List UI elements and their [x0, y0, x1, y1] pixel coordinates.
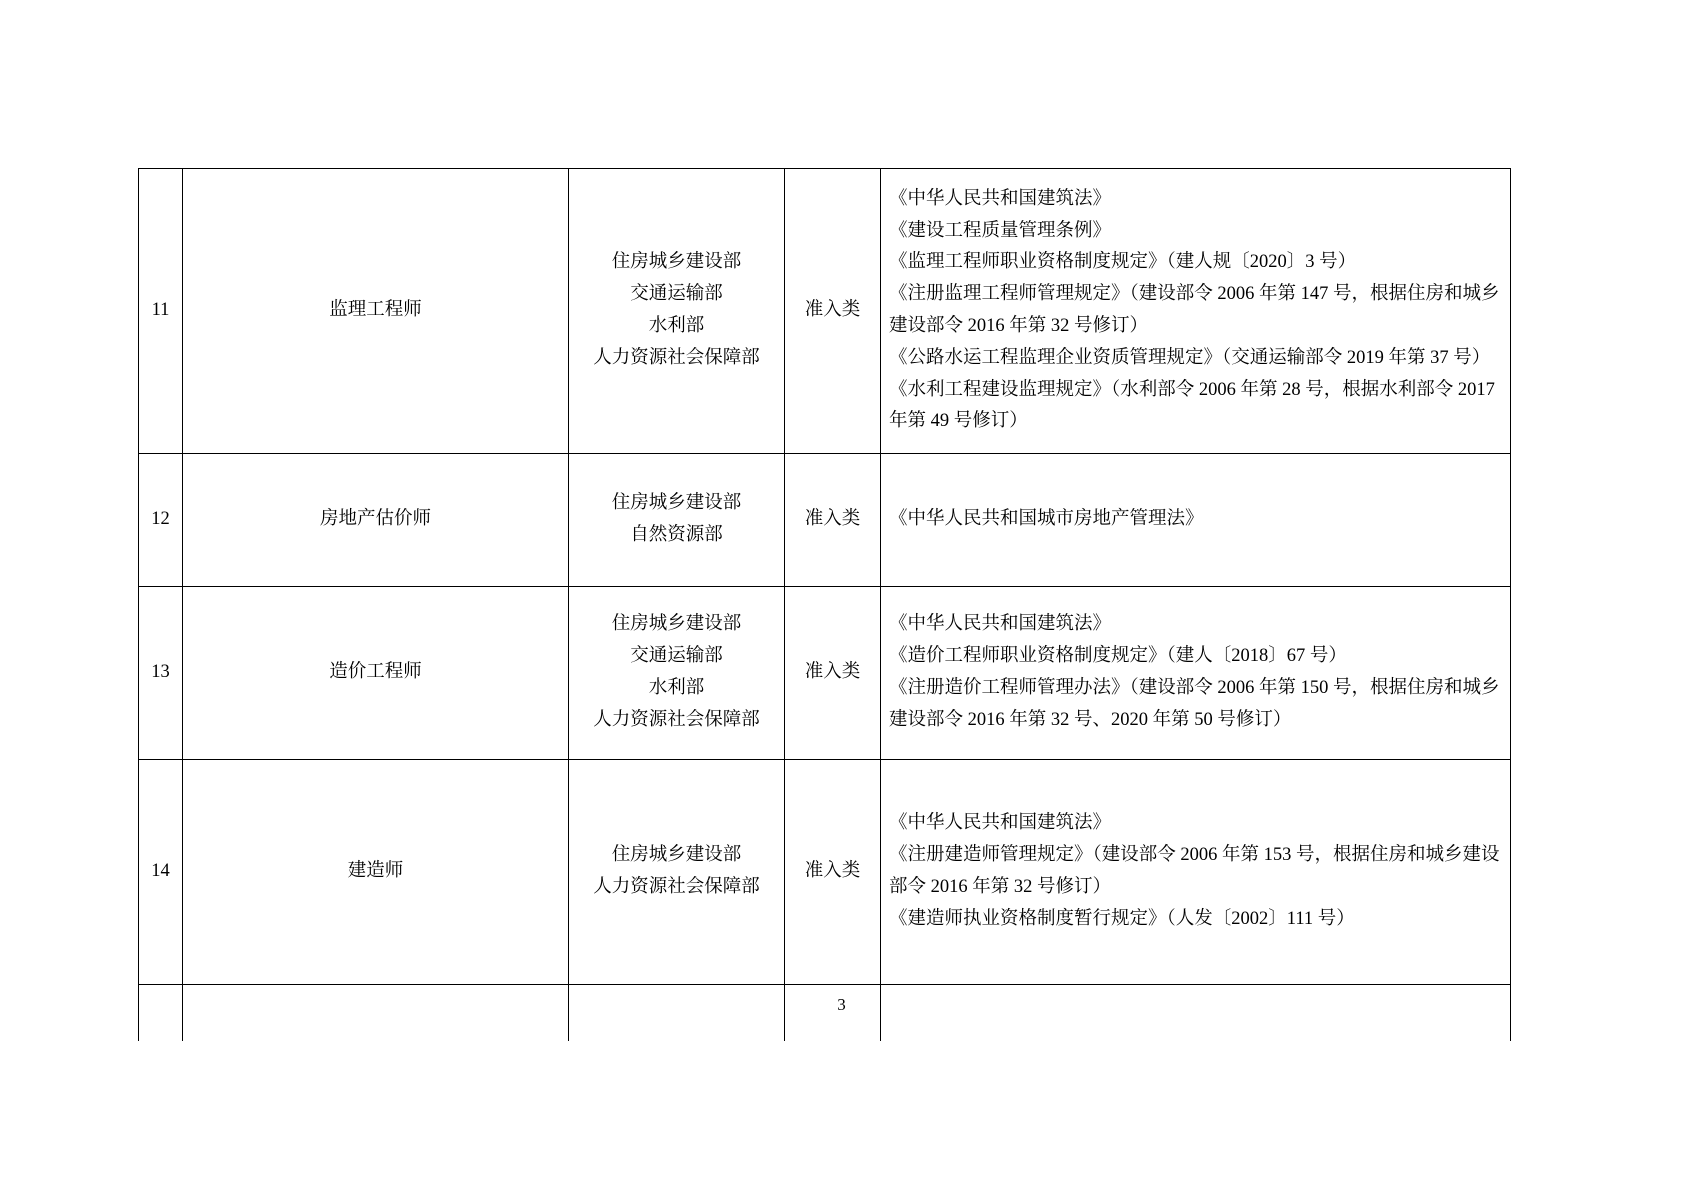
table-row — [139, 169, 1511, 454]
basis-line: 《中华人民共和国建筑法》 — [889, 614, 1112, 635]
department-line: 水利部 — [648, 678, 705, 698]
page-number: 3 — [837, 995, 846, 1014]
department-line: 水利部 — [648, 316, 705, 336]
qualification-table — [138, 168, 1511, 1041]
implementing-departments — [569, 169, 785, 454]
table-row — [139, 760, 1511, 985]
legal-basis — [881, 454, 1511, 587]
department-line: 自然资源部 — [630, 525, 723, 545]
basis-line: 《监理工程师职业资格制度规定》（建人规〔2020〕3 号） — [889, 252, 1357, 273]
department-line: 住房城乡建设部 — [611, 614, 742, 635]
row-number: 11 — [139, 169, 183, 454]
category: 准入类 — [785, 169, 881, 454]
category: 准入类 — [785, 587, 881, 760]
basis-line: 《注册监理工程师管理规定》（建设部令 2006 年第 147 号，根据住房和城乡建设部令 2016 年第 32 号修订） — [889, 284, 1500, 336]
basis-line: 《水利工程建设监理规定》（水利部令 2006 年第 28 号，根据水利部令 2017 年第 49 号修订） — [889, 379, 1495, 432]
department-line: 住房城乡建设部 — [611, 493, 742, 514]
basis-line: 《中华人民共和国城市房地产管理法》 — [889, 509, 1204, 530]
basis-line: 《造价工程师职业资格制度规定》（建人〔2018〕67 号） — [889, 646, 1347, 667]
qualification-name: 房地产估价师 — [183, 454, 569, 587]
department-line: 人力资源社会保障部 — [593, 709, 760, 730]
basis-line: 《建设工程质量管理条例》 — [889, 220, 1112, 241]
qualification-name: 监理工程师 — [183, 169, 569, 454]
department-line: 住房城乡建设部 — [611, 845, 742, 866]
legal-basis — [881, 587, 1511, 760]
department-line: 交通运输部 — [630, 284, 723, 305]
implementing-departments — [569, 760, 785, 985]
table-row — [139, 587, 1511, 760]
basis-line: 《公路水运工程监理企业资质管理规定》（交通运输部令 2019 年第 37 号） — [889, 347, 1491, 368]
implementing-departments — [569, 587, 785, 760]
qualification-name: 造价工程师 — [183, 587, 569, 760]
department-line: 人力资源社会保障部 — [593, 347, 760, 368]
row-number: 12 — [139, 454, 183, 587]
row-number: 14 — [139, 760, 183, 985]
basis-line: 《中华人民共和国建筑法》 — [889, 813, 1112, 834]
basis-line: 《中华人民共和国建筑法》 — [889, 188, 1112, 209]
department-line: 住房城乡建设部 — [611, 252, 742, 273]
table-row — [139, 454, 1511, 587]
category: 准入类 — [785, 454, 881, 587]
category: 准入类 — [785, 760, 881, 985]
row-number: 13 — [139, 587, 183, 760]
department-line: 人力资源社会保障部 — [593, 877, 760, 897]
department-line: 交通运输部 — [630, 646, 723, 667]
qualification-name: 建造师 — [183, 760, 569, 985]
basis-line: 《注册建造师管理规定》（建设部令 2006 年第 153 号，根据住房和城乡建设部令 2016 年第 32 号修订） — [889, 845, 1500, 897]
legal-basis — [881, 169, 1511, 454]
legal-basis — [881, 760, 1511, 985]
basis-line: 《注册造价工程师管理办法》（建设部令 2006 年第 150 号，根据住房和城乡建设部令 2016 年第 32 号、2020 年第 50 号修订） — [889, 678, 1500, 730]
implementing-departments — [569, 454, 785, 587]
basis-line: 《建造师执业资格制度暂行规定》（人发〔2002〕111 号） — [889, 908, 1355, 929]
